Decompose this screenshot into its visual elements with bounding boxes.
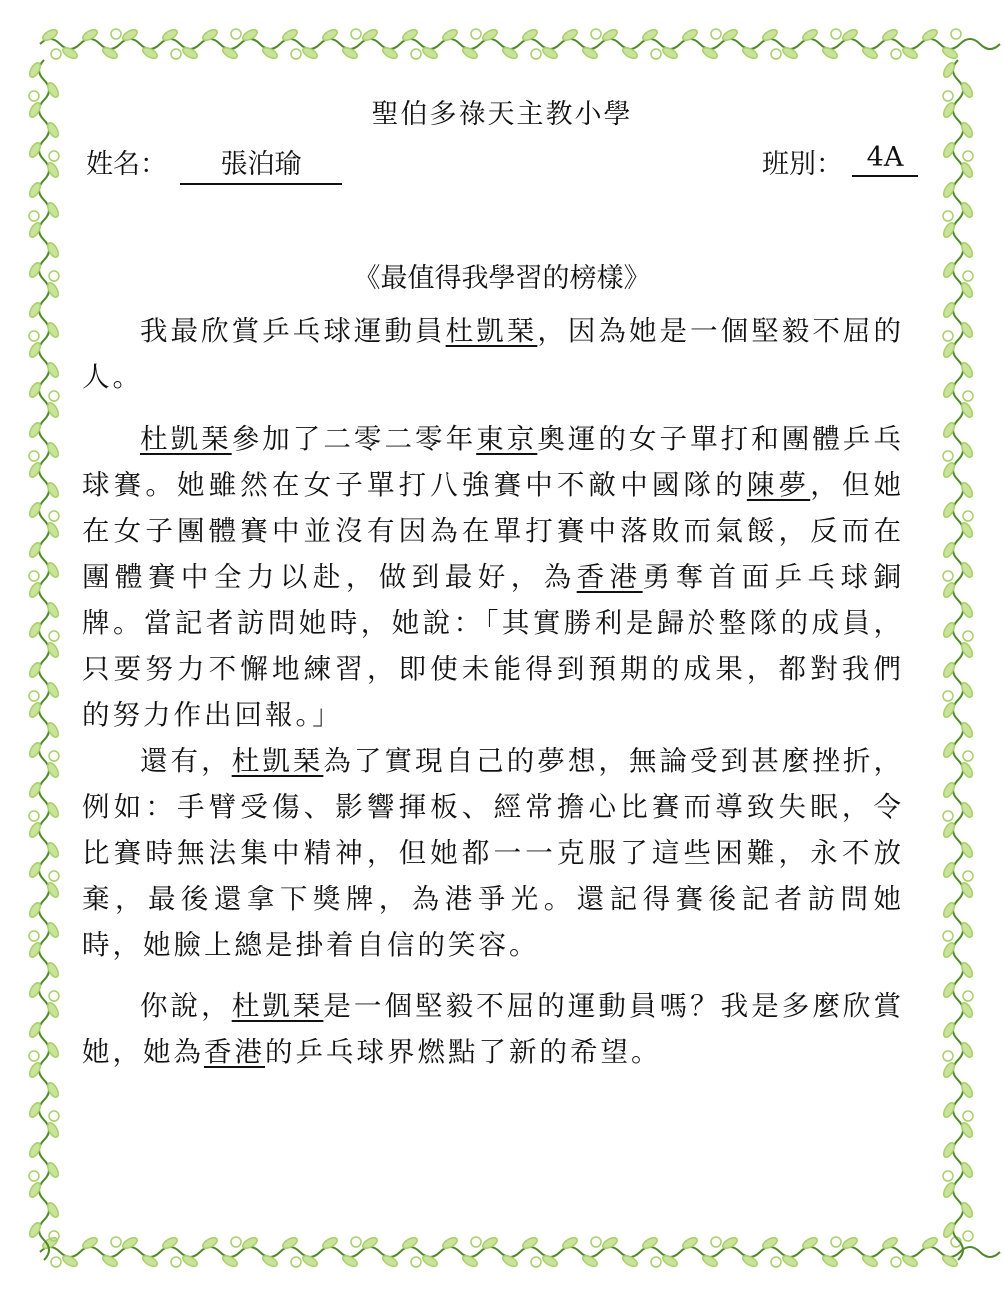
tendril-icon: [351, 29, 361, 39]
vine-border-bottom: [40, 1236, 1000, 1269]
tendril-icon: [49, 751, 59, 761]
tendril-icon: [943, 1171, 953, 1181]
tendril-icon: [111, 29, 121, 39]
tendril-icon: [51, 1257, 61, 1267]
tendril-icon: [29, 931, 39, 941]
tendril-icon: [49, 511, 59, 521]
tendril-icon: [963, 1111, 973, 1121]
school-name: 聖伯多祿天主教小學: [371, 99, 633, 130]
tendril-icon: [591, 29, 601, 39]
underlined-proper-noun: 香港: [576, 561, 643, 593]
paragraph-text: 還有，: [140, 745, 232, 777]
tendril-icon: [29, 91, 39, 101]
tendril-icon: [963, 391, 973, 401]
tendril-icon: [49, 1111, 59, 1121]
tendril-icon: [963, 511, 973, 521]
tendril-icon: [943, 211, 953, 221]
tendril-icon: [963, 991, 973, 1001]
tendril-icon: [49, 391, 59, 401]
vine-border-top: [40, 28, 1000, 61]
paragraph-2: [82, 416, 904, 738]
tendril-icon: [943, 1051, 953, 1061]
tendril-icon: [963, 271, 973, 281]
tendril-icon: [471, 29, 481, 39]
tendril-icon: [943, 691, 953, 701]
student-class-field: 4A: [852, 142, 918, 177]
paragraph-text: 你說，: [140, 990, 232, 1022]
paragraph-text: 是一個堅毅不屈的運動員嗎？我是多麼欣賞她，她為: [82, 990, 904, 1068]
tendril-icon: [231, 29, 241, 39]
tendril-icon: [29, 1051, 39, 1061]
paragraph-3: [82, 738, 904, 968]
tendril-icon: [29, 211, 39, 221]
tendril-icon: [231, 1237, 241, 1247]
vine-border-left: [28, 60, 61, 1260]
tendril-icon: [171, 1257, 181, 1267]
tendril-icon: [963, 151, 973, 161]
tendril-icon: [411, 49, 421, 59]
paragraph-text: 的乒乓球界燃點了新的希望。: [265, 1036, 662, 1068]
tendril-icon: [943, 331, 953, 341]
underlined-proper-noun: 香港: [204, 1036, 265, 1068]
paragraph-text: 參加了二零二零年: [231, 423, 477, 455]
tendril-icon: [291, 49, 301, 59]
underlined-proper-noun: 杜凱琹: [231, 745, 324, 777]
tendril-icon: [531, 49, 541, 59]
tendril-icon: [943, 451, 953, 461]
tendril-icon: [943, 811, 953, 821]
tendril-icon: [771, 49, 781, 59]
tendril-icon: [49, 271, 59, 281]
student-info-row: [82, 142, 922, 182]
paragraph-text: 為了實現自己的夢想，無論受到甚麼挫折，例如：手臂受傷、影響揮板、經常擔心比賽而導致失眠，令比賽時無法集中精神，但她都一一克服了這些困難，永不放棄，最後還拿下獎牌，為港爭光。還記得賽後記者訪問她時，她臉上總是掛着自信的笑容。: [82, 745, 904, 961]
paragraph-text: ，但她在女子團體賽中並沒有因為在單打賽中落敗而氣餒，反而在團體賽中全力以赴，做到最好，為: [82, 469, 905, 593]
paragraph-text: 奧運的女子單打和團體乒乓球賽。她雖然在女子單打八強賽中不敵中國隊的: [82, 423, 904, 501]
tendril-icon: [891, 1257, 901, 1267]
tendril-icon: [411, 1257, 421, 1267]
tendril-icon: [29, 451, 39, 461]
paragraph-4: [82, 983, 904, 1075]
tendril-icon: [651, 1257, 661, 1267]
tendril-icon: [771, 1257, 781, 1267]
tendril-icon: [29, 811, 39, 821]
paragraph-text: 勇奪首面乒乓球銅牌。當記者訪問她時，她說：「其實勝利是歸於整隊的成員，只要努力不懈地練習，即使未能得到預期的成果，都對我們的努力作出回報。」: [82, 561, 905, 731]
tendril-icon: [51, 49, 61, 59]
tendril-icon: [711, 1237, 721, 1247]
student-name-field: 張泊瑜: [180, 142, 342, 185]
tendril-icon: [651, 49, 661, 59]
tendril-icon: [831, 1237, 841, 1247]
tendril-icon: [943, 931, 953, 941]
tendril-icon: [891, 49, 901, 59]
essay-title: 《最值得我學習的榜樣》: [353, 263, 651, 294]
tendril-icon: [111, 1237, 121, 1247]
tendril-icon: [351, 1237, 361, 1247]
tendril-icon: [29, 691, 39, 701]
tendril-icon: [471, 1237, 481, 1247]
tendril-icon: [963, 1231, 973, 1241]
tendril-icon: [291, 1257, 301, 1267]
underlined-proper-noun: 陳夢: [746, 469, 811, 501]
tendril-icon: [963, 751, 973, 761]
class-label: 班別：: [762, 149, 843, 180]
tendril-icon: [29, 331, 39, 341]
tendril-icon: [711, 29, 721, 39]
tendril-icon: [831, 29, 841, 39]
vine-border-right: [942, 60, 975, 1260]
paragraph-text: ，因為她是一個堅毅不屈的人。: [82, 315, 904, 393]
name-label: 姓名：: [86, 149, 167, 180]
tendril-icon: [963, 631, 973, 641]
tendril-icon: [49, 631, 59, 641]
tendril-icon: [49, 151, 59, 161]
tendril-icon: [943, 91, 953, 101]
underlined-proper-noun: 杜凱琹: [445, 315, 538, 347]
underlined-proper-noun: 東京: [476, 423, 538, 455]
underlined-proper-noun: 杜凱琹: [231, 990, 324, 1022]
paragraph-text: 我最欣賞乒乓球運動員: [140, 315, 446, 347]
tendril-icon: [531, 1257, 541, 1267]
tendril-icon: [29, 1171, 39, 1181]
tendril-icon: [963, 871, 973, 881]
tendril-icon: [49, 871, 59, 881]
underlined-proper-noun: 杜凱琹: [140, 423, 232, 455]
paragraph-1: [82, 308, 904, 400]
tendril-icon: [49, 991, 59, 1001]
tendril-icon: [951, 29, 961, 39]
tendril-icon: [29, 571, 39, 581]
tendril-icon: [171, 49, 181, 59]
tendril-icon: [943, 571, 953, 581]
tendril-icon: [591, 1237, 601, 1247]
